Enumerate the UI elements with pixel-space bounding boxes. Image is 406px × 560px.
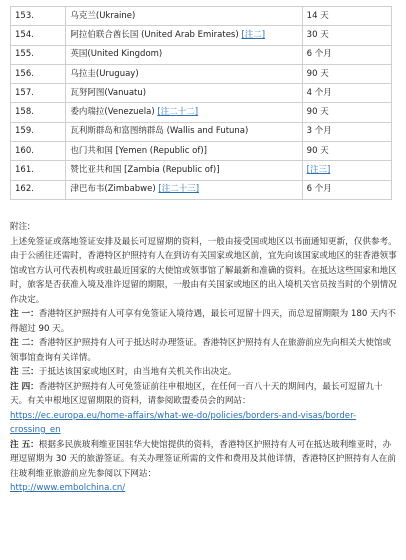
table-row xyxy=(11,180,392,199)
country-cell xyxy=(66,103,302,122)
note-item xyxy=(10,380,398,438)
table-row xyxy=(11,103,392,122)
country-cell xyxy=(66,180,302,199)
table-row xyxy=(11,64,392,83)
note-link[interactable]: [注二十三] xyxy=(158,184,200,195)
country-cell xyxy=(66,45,302,64)
country-name: 赞比亚共和国 [Zambia (Republic of)] xyxy=(70,165,220,176)
duration-cell: 90 天 xyxy=(302,142,391,161)
country-cell xyxy=(66,64,302,83)
note-url-link[interactable]: http://www.embolchina.cn/ xyxy=(10,483,126,493)
note-item xyxy=(10,336,398,365)
country-cell xyxy=(66,7,302,26)
note-label: 注 三： xyxy=(10,367,39,377)
country-name: 委内瑞拉(Venezuela) xyxy=(70,107,155,118)
row-number: 154. xyxy=(11,26,66,45)
note-label: 注 五： xyxy=(10,439,39,450)
duration-cell: 3 个月 xyxy=(302,122,391,141)
note-url-link[interactable]: https://ec.europa.eu/home-affairs/what-we-do/policies/borders-and-visas/border-crossing_en xyxy=(10,410,357,435)
row-number: 161. xyxy=(11,161,66,180)
country-name: 津巴布韦(Zimbabwe) xyxy=(70,184,156,195)
country-cell xyxy=(66,142,302,161)
country-name: 也门共和国 [Yemen (Republic of)] xyxy=(70,145,207,156)
note-item xyxy=(10,438,398,496)
country-cell xyxy=(66,122,302,141)
appendix-section xyxy=(10,220,398,496)
duration-cell: 4 个月 xyxy=(302,84,391,103)
duration-cell: 6 个月 xyxy=(302,180,391,199)
country-name: 乌拉圭(Uruguay) xyxy=(70,68,139,79)
duration-cell[interactable]: [注三] xyxy=(302,161,391,180)
table-row xyxy=(11,122,392,141)
note-text: 香港特区护照持有人可免签证前往申根地区，在任何一百八十天的期间内，最长可逗留九十天。有关申根地区逗留期限的资料，请参阅欧盟委员会的网站： xyxy=(10,381,383,406)
note-link[interactable]: [注二] xyxy=(241,29,266,40)
row-number: 153. xyxy=(11,7,66,26)
country-name: 英国(United Kingdom) xyxy=(70,49,163,60)
duration-cell: 14 天 xyxy=(302,7,391,26)
country-name: 瓦利斯群岛和富图纳群岛 (Wallis and Futuna) xyxy=(70,126,249,137)
note-item xyxy=(10,365,398,380)
table-row xyxy=(11,161,392,180)
table-row xyxy=(11,26,392,45)
note-label: 注 四： xyxy=(10,381,39,392)
duration-cell: 30 天 xyxy=(302,26,391,45)
duration-cell: 6 个月 xyxy=(302,45,391,64)
duration-cell: 90 天 xyxy=(302,64,391,83)
country-name: 瓦努阿图(Vanuatu) xyxy=(70,87,147,98)
row-number: 162. xyxy=(11,180,66,199)
appendix-paragraph: 上述免签证或落地签证安排及最长可逗留期的资料，一般由接受国或地区以书面通知更新，仅供参考。由于公函往还需时，香港特区护照持有人在到访有关国家或地区前，宜先向该国家或地区的驻香港领事馆或官方认可代表机构或驻最近国家的大使馆或领事馆了解最新和准确的资料。在抵达这些国家和地区时，旅客是否获准入境及准许逗留的期限，一般由有关国家或地区的出入境机关官员按当时的个别情况作决定。 xyxy=(10,236,397,305)
table-row xyxy=(11,7,392,26)
table-row xyxy=(11,142,392,161)
row-number: 157. xyxy=(11,84,66,103)
country-cell xyxy=(66,84,302,103)
row-number: 160. xyxy=(11,142,66,161)
country-cell xyxy=(66,161,302,180)
note-label: 注 二： xyxy=(10,338,39,348)
notes-list xyxy=(10,307,398,496)
country-name: 阿拉伯联合酋长国 (United Arab Emirates) xyxy=(70,29,239,40)
visa-table xyxy=(10,6,392,200)
row-number: 159. xyxy=(11,122,66,141)
note-text: 根据多民族玻利维亚国驻华大使馆提供的资料，香港特区护照持有人可在抵达玻利维亚时，办理逗留期为 30 天的旅游签证。有关办理签证所需的文件和费用及其他详情，香港特区护照持有人在前往玻利维亚旅游前应先参阅以下网站： xyxy=(10,439,396,479)
note-text: 于抵达该国家或地区时，由当地有关机关作出决定。 xyxy=(38,367,237,377)
row-number: 155. xyxy=(11,45,66,64)
duration-cell: 90 天 xyxy=(302,103,391,122)
country-name: 乌克兰(Ukraine) xyxy=(70,10,136,21)
note-item xyxy=(10,307,398,336)
table-row xyxy=(11,84,392,103)
appendix-title: 附注: xyxy=(10,222,31,232)
row-number: 156. xyxy=(11,64,66,83)
note-label: 注 一： xyxy=(10,309,39,319)
visa-table-body xyxy=(11,7,392,200)
row-number: 158. xyxy=(11,103,66,122)
note-text: 香港特区护照持有人可于抵达时办理签证。香港特区护照持有人在旅游前应先向相关大使馆或领事馆查询有关详情。 xyxy=(10,338,392,363)
country-cell xyxy=(66,26,302,45)
note-text: 香港特区护照持有人可享有免签证入境待遇，最长可逗留十四天，而总逗留期限为 180 天内不得超过 90 天。 xyxy=(10,309,396,334)
table-row xyxy=(11,45,392,64)
note-link[interactable]: [注二十二] xyxy=(157,107,199,118)
